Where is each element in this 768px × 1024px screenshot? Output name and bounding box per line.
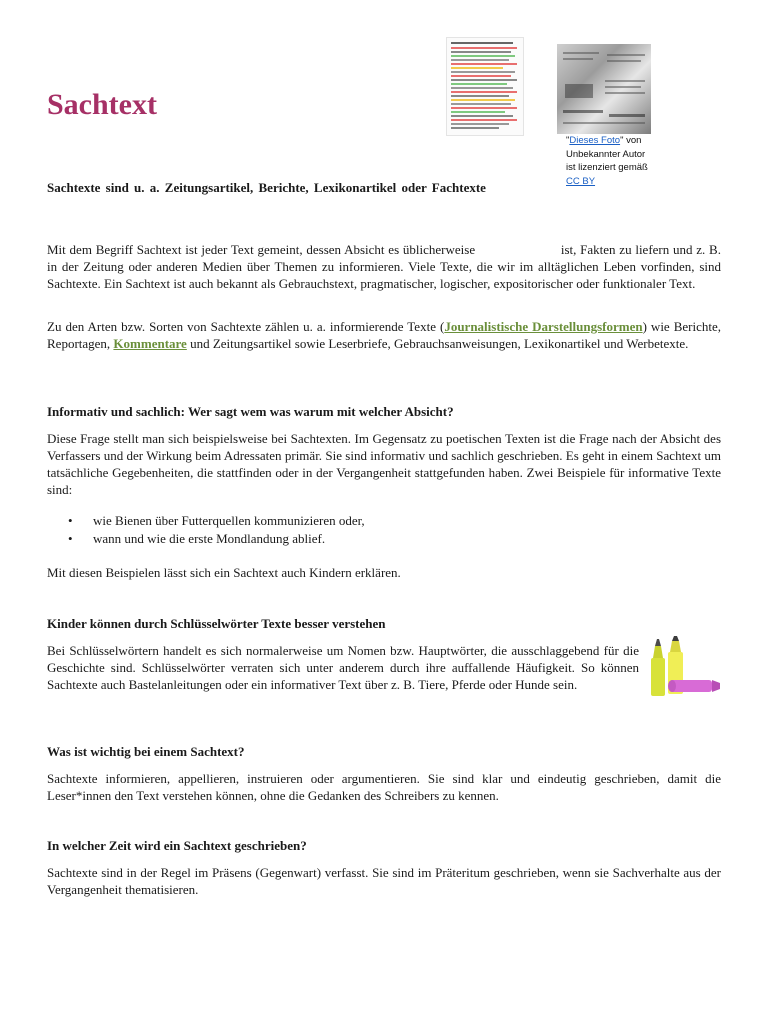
section3-paragraph: Sachtexte informieren, appellieren, instruieren oder argumentieren. Sie sind klar und eindeutig geschrieben, damit die Leser*innen den Text verstehen können, ohne die Gedanken des Schreibers zu kennen.	[47, 771, 721, 803]
image-caption	[566, 134, 656, 188]
intro-paragraph	[47, 241, 721, 292]
subheading: Sachtexte sind u. a. Zeitungsartikel, Berichte, Lexikonartikel oder Fachtexte	[47, 180, 486, 195]
caption-quote-close: "	[620, 135, 624, 146]
list-item: • wann und wie die erste Mondlandung ablief.	[68, 530, 365, 548]
types-text-3: und Zeitungsartikel sowie Leserbriefe, Gebrauchsanweisungen, Lexikonartikel und Werbetexte.	[190, 336, 689, 351]
types-text-1: Zu den Arten bzw. Sorten von Sachtexte zählen u. a. informierende Texte (	[47, 319, 445, 334]
page-title: Sachtext	[47, 88, 157, 121]
link-journalistische-darstellungsformen[interactable]: Journalistische Darstellungsformen	[444, 319, 643, 334]
section1-heading: Informativ und sachlich: Wer sagt wem was warum mit welcher Absicht?	[47, 404, 454, 419]
caption-text: von Unbekannter Autor ist lizenziert gemäß	[566, 135, 648, 173]
intro-text-end: ist, Fakten zu liefern und z. B. in der Zeitung oder anderen Medien über Themen zu informieren. Viele Texte, die wir im alltäglichen Leben vorfinden, sind Sachtexte. Ein Sachtext ist auch bekannt als Gebrauchstext, pragmatischer, logischer, expositorischer oder funktionaler Text.	[47, 242, 721, 291]
list-item: • wie Bienen über Futterquellen kommunizieren oder,	[68, 512, 365, 530]
highlighter-markers-icon	[648, 636, 722, 702]
link-kommentare[interactable]: Kommentare	[113, 336, 187, 351]
types-paragraph	[47, 318, 721, 352]
caption-photo-link[interactable]: Dieses Foto	[569, 135, 621, 146]
caption-quote-open: "	[566, 135, 570, 146]
caption-license-link[interactable]: CC BY	[566, 175, 596, 187]
section3-heading: Was ist wichtig bei einem Sachtext?	[47, 744, 245, 759]
newspaper-photo[interactable]	[557, 44, 651, 134]
intro-text-start: Mit dem Begriff Sachtext ist jeder Text gemeint, dessen Absicht es üblicherweise	[47, 242, 476, 257]
section1-paragraph: Diese Frage stellt man sich beispielsweise bei Sachtexten. Im Gegensatz zu poetischen Texten ist die Frage nach der Absicht des Verfassers und der Wirkung beim Adressaten primär. Sie sind informativ und sachlich geschrieben. Es geht in einem Sachtext um tatsächliche Gegebenheiten, die stattfinden oder in der Vergangenheit stattgefunden haben. Zwei Beispiele für informative Texte sind:	[47, 431, 721, 497]
section4-heading: In welcher Zeit wird ein Sachtext geschrieben?	[47, 838, 307, 853]
section1-closing: Mit diesen Beispielen lässt sich ein Sachtext auch Kindern erklären.	[47, 565, 401, 580]
section2-heading: Kinder können durch Schlüsselwörter Texte besser verstehen	[47, 616, 386, 631]
section4-paragraph: Sachtexte sind in der Regel im Präsens (Gegenwart) verfasst. Sie sind im Präteritum geschrieben, wenn sie Sachverhalte aus der Vergangenheit thematisieren.	[47, 865, 721, 897]
highlighted-document-thumbnail	[446, 37, 524, 136]
types-text-2: ) wie Berichte, Reportagen,	[47, 319, 721, 351]
section2-paragraph: Bei Schlüsselwörtern handelt es sich normalerweise um Nomen bzw. Hauptwörter, die ausschlaggebend für die Geschichte sind. Schlüsselwörter verraten sich unter anderem durch ihre auffallende Häufigkeit. So können Sachtexte auch Bastelanleitungen oder ein informativer Text über z. B. Tiere, Pferde oder Hunde sein.	[47, 643, 639, 692]
examples-list	[68, 512, 365, 548]
